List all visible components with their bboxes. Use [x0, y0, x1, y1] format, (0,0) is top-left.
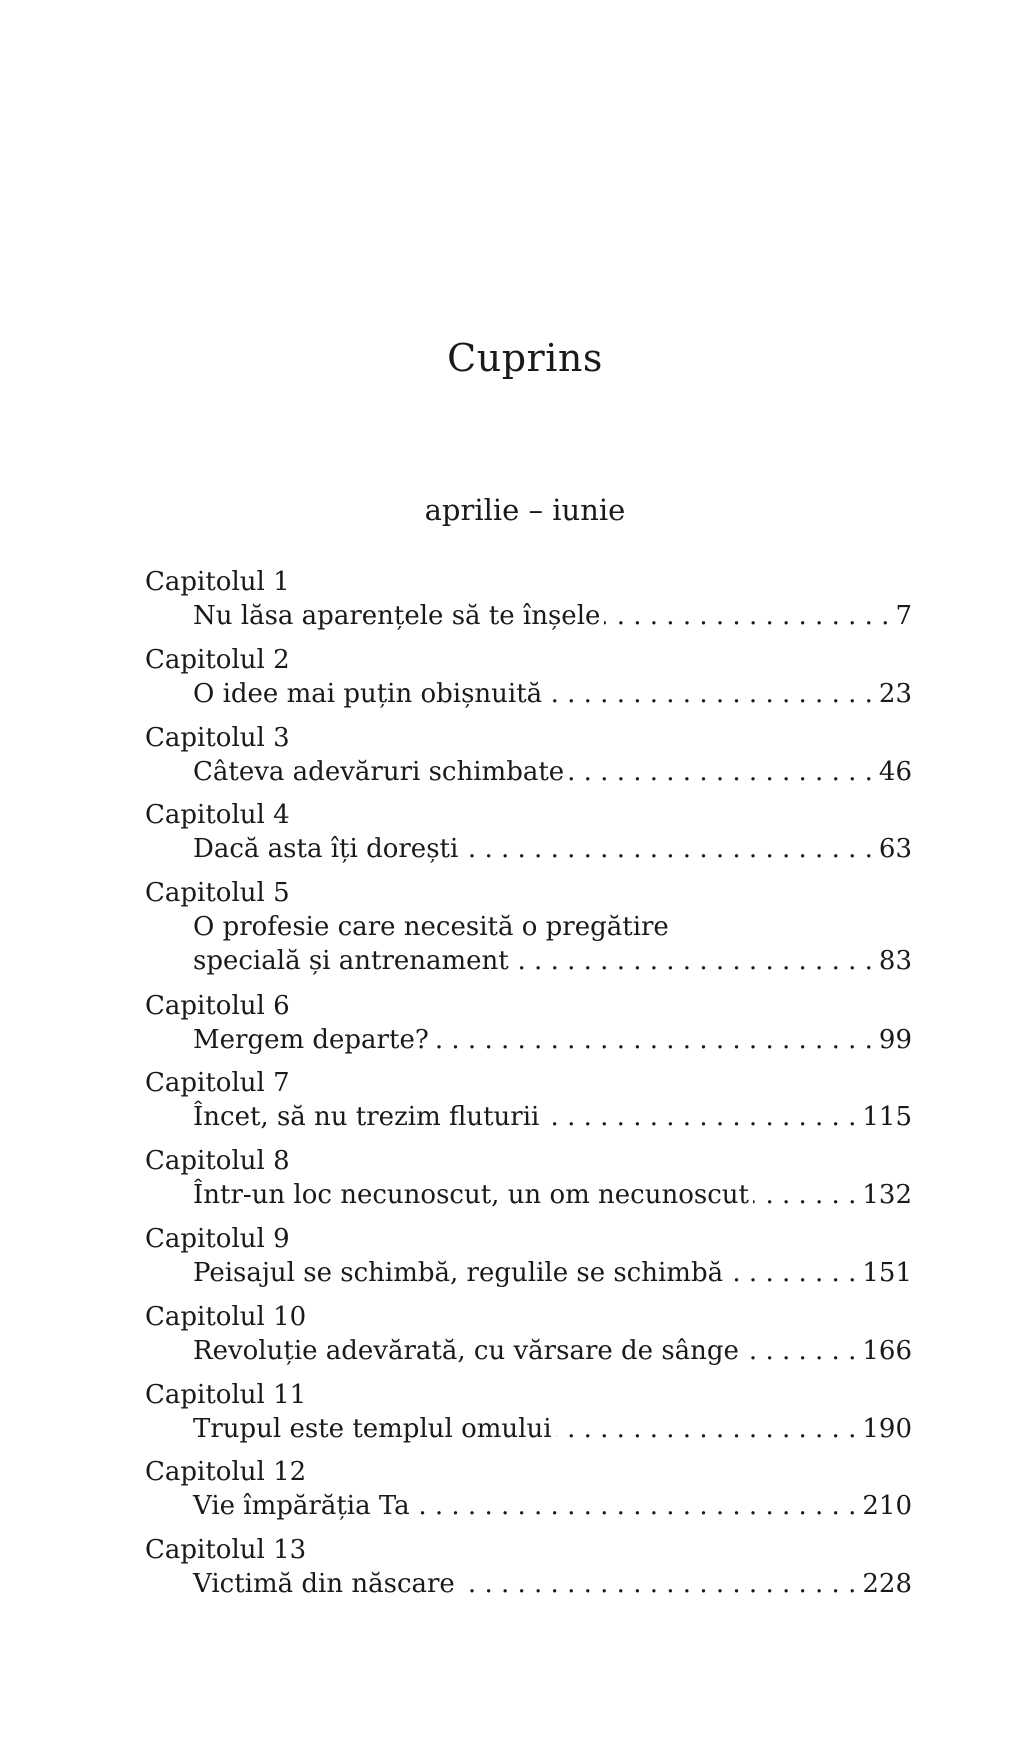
page-number: 63	[878, 834, 912, 865]
chapter-title-line	[145, 1412, 912, 1446]
table-of-contents	[145, 565, 912, 1611]
chapter-label: Capitolul 11	[145, 1379, 307, 1410]
chapter-label: Capitolul 1	[145, 567, 290, 597]
chapter-title-line	[145, 1567, 912, 1601]
chapter-label: Capitolul 8	[145, 1146, 290, 1177]
chapter-title: Într-un loc necunoscut, un om necunoscut	[193, 1180, 749, 1211]
chapter-label: Capitolul 9	[145, 1224, 290, 1255]
page-number: 23	[878, 678, 912, 709]
chapter-title: Nu lăsa aparențele să te înșele	[193, 601, 601, 631]
toc-entry	[145, 1378, 912, 1456]
page-number: 46	[878, 756, 912, 787]
chapter-title-line	[145, 1178, 912, 1212]
page-number: 210	[862, 1491, 912, 1522]
chapter-title: Mergem departe?	[193, 1024, 429, 1055]
page-number: 190	[862, 1413, 912, 1444]
chapter-title: Câteva adevăruri schimbate	[193, 756, 565, 787]
chapter-label: Capitolul 4	[145, 800, 290, 831]
chapter-title: Dacă asta îți dorești	[193, 834, 459, 865]
toc-entry	[145, 876, 912, 989]
chapter-label: Capitolul 2	[145, 644, 290, 675]
toc-entry	[145, 1533, 912, 1611]
dot-leader	[414, 1489, 857, 1523]
page-number: 132	[862, 1180, 912, 1211]
chapter-title: O idee mai puțin obișnuită	[193, 678, 543, 709]
chapter-title-line	[145, 832, 912, 866]
chapter-title: Revoluție adevărată, cu vărsare de sânge	[193, 1335, 739, 1366]
toc-entry	[145, 798, 912, 876]
chapter-title: Victimă din născare	[193, 1569, 455, 1600]
toc-entry	[145, 1066, 912, 1144]
toc-entry	[145, 1144, 912, 1222]
chapter-title-line	[145, 599, 912, 633]
chapter-title: specială și antrenament	[193, 946, 509, 977]
dot-leader	[743, 1334, 856, 1368]
chapter-title-line	[145, 1256, 912, 1290]
dot-leader	[727, 1256, 856, 1290]
page-number: 83	[878, 946, 912, 977]
dot-leader	[753, 1178, 856, 1212]
toc-entry	[145, 989, 912, 1067]
toc-entry	[145, 1300, 912, 1378]
page-number: 99	[878, 1024, 912, 1055]
dot-leader	[462, 832, 873, 866]
dot-leader	[459, 1567, 857, 1601]
page-number: 115	[862, 1102, 912, 1133]
dot-leader	[568, 755, 873, 789]
chapter-label: Capitolul 10	[145, 1301, 307, 1332]
dot-leader	[433, 1023, 873, 1057]
chapter-title: Vie împărăția Ta	[193, 1491, 410, 1522]
chapter-label: Capitolul 6	[145, 990, 290, 1021]
chapter-title-line	[145, 1334, 912, 1368]
chapter-title-line	[145, 944, 912, 978]
chapter-label: Capitolul 13	[145, 1535, 307, 1566]
dot-leader	[546, 677, 873, 711]
section-heading: aprilie – iunie	[424, 493, 626, 527]
page-title: Cuprins	[447, 336, 603, 380]
page-number: 7	[895, 601, 912, 631]
chapter-title-line	[145, 755, 912, 789]
toc-entry	[145, 565, 912, 643]
dot-leader	[543, 1100, 856, 1134]
dot-leader	[556, 1412, 857, 1446]
chapter-title: Încet, să nu trezim fluturii	[193, 1102, 540, 1133]
chapter-label: Capitolul 12	[145, 1457, 307, 1488]
chapter-title: Trupul este templul omului	[193, 1413, 552, 1444]
chapter-title-line	[145, 1100, 912, 1134]
dot-leader	[604, 599, 889, 633]
chapter-title: Peisajul se schimbă, regulile se schimbă	[193, 1258, 724, 1289]
chapter-label: Capitolul 7	[145, 1068, 290, 1099]
chapter-title-line	[145, 1489, 912, 1523]
chapter-title-line	[145, 1023, 912, 1057]
chapter-label: Capitolul 3	[145, 722, 290, 753]
dot-leader	[513, 944, 873, 978]
page-number: 228	[862, 1569, 912, 1600]
page-number: 151	[862, 1258, 912, 1289]
toc-entry	[145, 1222, 912, 1300]
toc-entry	[145, 1455, 912, 1533]
toc-entry	[145, 643, 912, 721]
chapter-label: Capitolul 5	[145, 878, 290, 909]
chapter-title-line	[145, 677, 912, 711]
page-number: 166	[862, 1335, 912, 1366]
chapter-title-first-line: O profesie care necesită o pregătire	[193, 912, 669, 943]
toc-entry	[145, 721, 912, 799]
